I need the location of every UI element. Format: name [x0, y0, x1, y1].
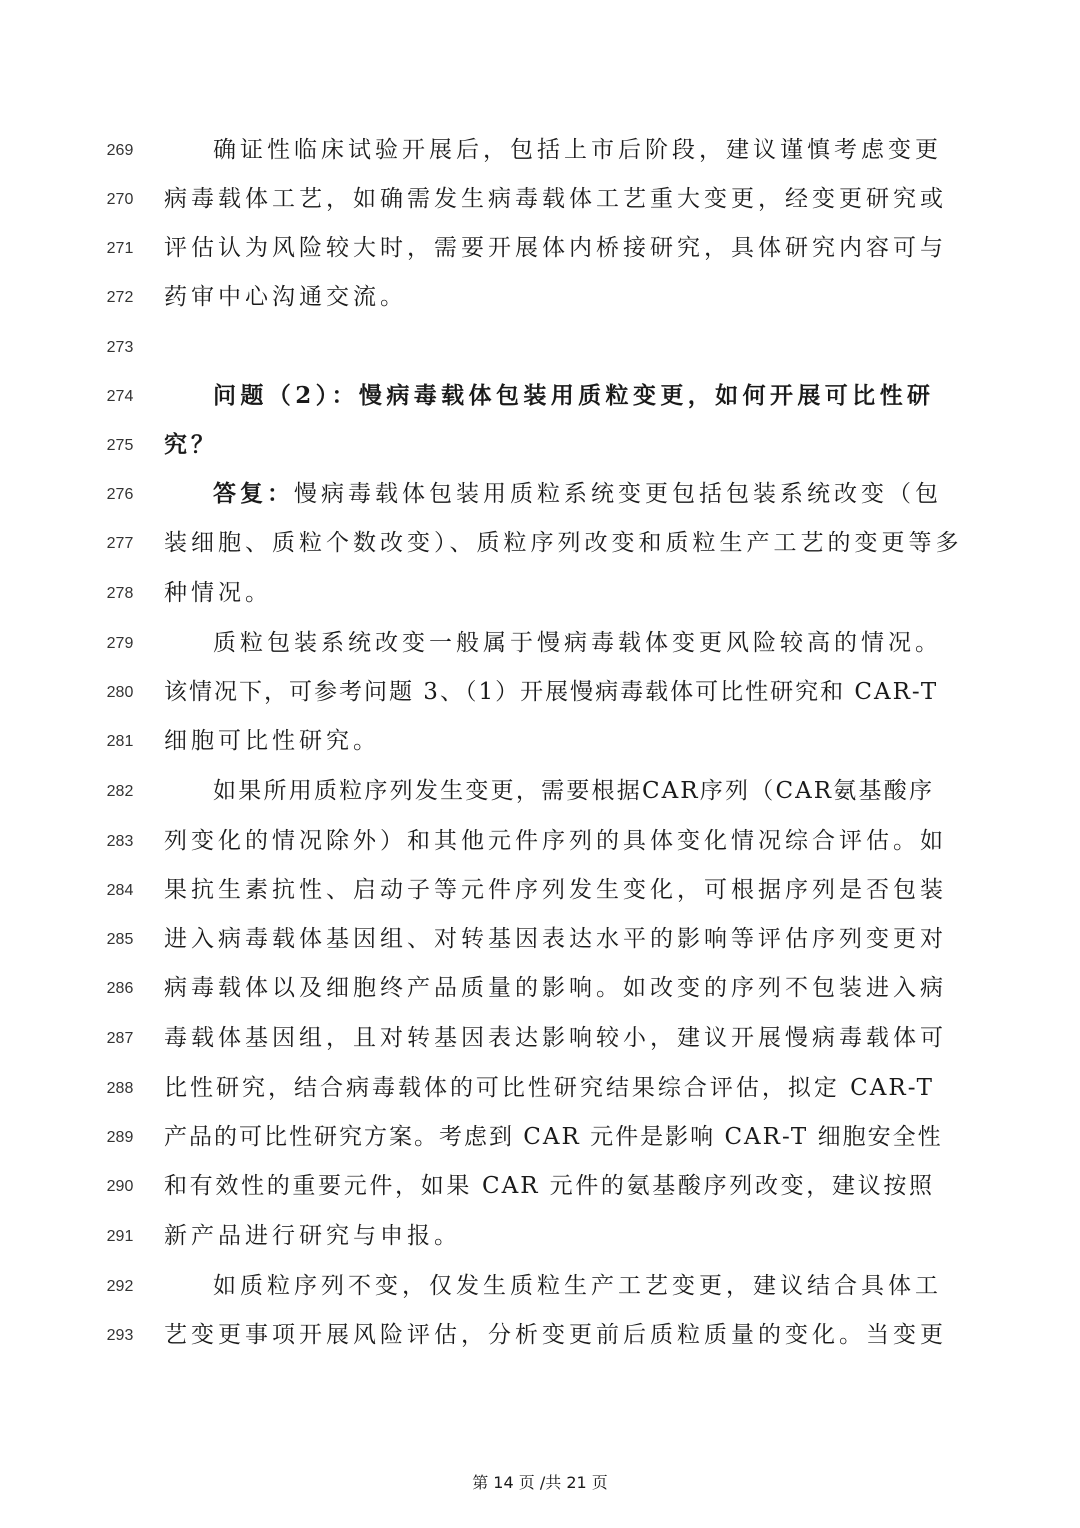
line-text: 评估认为风险较大时，需要开展体内桥接研究，具体研究内容可与: [164, 235, 947, 261]
line-text: 进入病毒载体基因组、对转基因表达水平的影响等评估序列变更对: [164, 926, 947, 952]
line-number: 269: [106, 142, 134, 159]
line-text: 病毒载体以及细胞终产品质量的影响。如改变的序列不包装进入病: [164, 975, 947, 1001]
line-text: 质粒包装系统改变一般属于慢病毒载体变更风险较高的情况。: [213, 630, 942, 656]
line-number: 279: [106, 635, 134, 652]
document-line: [100, 577, 930, 617]
document-line: [100, 1072, 934, 1112]
document-line: [100, 527, 963, 567]
line-text: 如质粒序列不变，仅发生质粒生产工艺变更，建议结合具体工: [213, 1273, 942, 1299]
line-number: 277: [106, 535, 134, 552]
document-line: [100, 676, 939, 716]
line-number: 271: [106, 240, 134, 257]
line-text: 确证性临床试验开展后，包括上市后阶段，建议谨慎考虑变更: [213, 137, 942, 163]
line-text: 病毒载体工艺，如确需发生病毒载体工艺重大变更，经变更研究或: [164, 186, 947, 212]
document-line: [100, 232, 947, 272]
line-number: 283: [106, 833, 134, 850]
line-text: 慢病毒载体包装用质粒系统变更包括包装系统改变（包: [294, 481, 942, 507]
document-line: [100, 134, 942, 174]
line-text: 该情况下，可参考问题 3、（1）开展慢病毒载体可比性研究和 CAR-T: [164, 679, 939, 705]
page-number-footer: 第 14 页 /共 21 页: [472, 1473, 608, 1492]
document-line: [100, 923, 947, 963]
line-number: 276: [106, 486, 134, 503]
line-text: 和有效性的重要元件，如果 CAR 元件的氨基酸序列改变，建议按照: [164, 1173, 934, 1199]
line-number: 275: [106, 437, 134, 454]
line-number: 273: [106, 339, 134, 356]
line-number: 292: [106, 1278, 134, 1295]
line-number: 272: [106, 289, 134, 306]
line-text: 药审中心沟通交流。: [164, 284, 407, 310]
line-number: 281: [106, 733, 134, 750]
line-number: 284: [106, 882, 134, 899]
line-text: 新产品进行研究与申报。: [164, 1223, 461, 1249]
line-number: 287: [106, 1030, 134, 1047]
line-number: 288: [106, 1080, 134, 1097]
line-number: 290: [106, 1178, 134, 1195]
document-line: [100, 775, 934, 815]
question-heading: 问题（2）：慢病毒载体包装用质粒变更，如何开展可比性研: [213, 382, 934, 409]
line-number: 278: [106, 585, 134, 602]
document-line: [100, 874, 947, 914]
document-line: [100, 380, 934, 420]
line-text: 果抗生素抗性、启动子等元件序列发生变化，可根据序列是否包装: [164, 877, 947, 903]
line-text: 产品的可比性研究方案。考虑到 CAR 元件是影响 CAR-T 细胞安全性: [164, 1124, 943, 1150]
document-line: [100, 1121, 943, 1161]
document-line: [100, 1270, 942, 1310]
answer-line: [164, 478, 942, 510]
document-line: [100, 331, 930, 371]
document-line: [100, 627, 942, 667]
document-line: [100, 429, 930, 469]
document-line: [100, 1220, 930, 1260]
line-number: 286: [106, 980, 134, 997]
document-line: [100, 1170, 934, 1210]
document-line: [100, 825, 947, 865]
line-number: 293: [106, 1327, 134, 1344]
document-line: [100, 478, 942, 518]
line-number: 270: [106, 191, 134, 208]
document-line: [100, 183, 947, 223]
line-number: 274: [106, 388, 134, 405]
line-number: 280: [106, 684, 134, 701]
document-line: [100, 725, 930, 765]
document-line: [100, 1319, 947, 1359]
line-text: 种情况。: [164, 580, 272, 606]
line-number: 291: [106, 1228, 134, 1245]
line-text: 细胞可比性研究。: [164, 728, 380, 754]
line-number: 285: [106, 931, 134, 948]
answer-label: 答复：: [213, 480, 294, 507]
line-text: 如果所用质粒序列发生变更，需要根据CAR序列（CAR氨基酸序: [213, 778, 934, 804]
document-line: [100, 972, 947, 1012]
document-line: [100, 1022, 947, 1062]
line-text: 装细胞、质粒个数改变）、质粒序列改变和质粒生产工艺的变更等多: [164, 530, 963, 556]
question-heading: 究？: [164, 431, 218, 458]
line-number: 282: [106, 783, 134, 800]
line-text: 列变化的情况除外）和其他元件序列的具体变化情况综合评估。如: [164, 828, 947, 854]
line-text: 毒载体基因组，且对转基因表达影响较小，建议开展慢病毒载体可: [164, 1025, 947, 1051]
document-line: [100, 281, 930, 321]
line-number: 289: [106, 1129, 134, 1146]
line-text: 比性研究，结合病毒载体的可比性研究结果综合评估，拟定 CAR-T: [164, 1075, 934, 1101]
line-text: 艺变更事项开展风险评估，分析变更前后质粒质量的变化。当变更: [164, 1322, 947, 1348]
